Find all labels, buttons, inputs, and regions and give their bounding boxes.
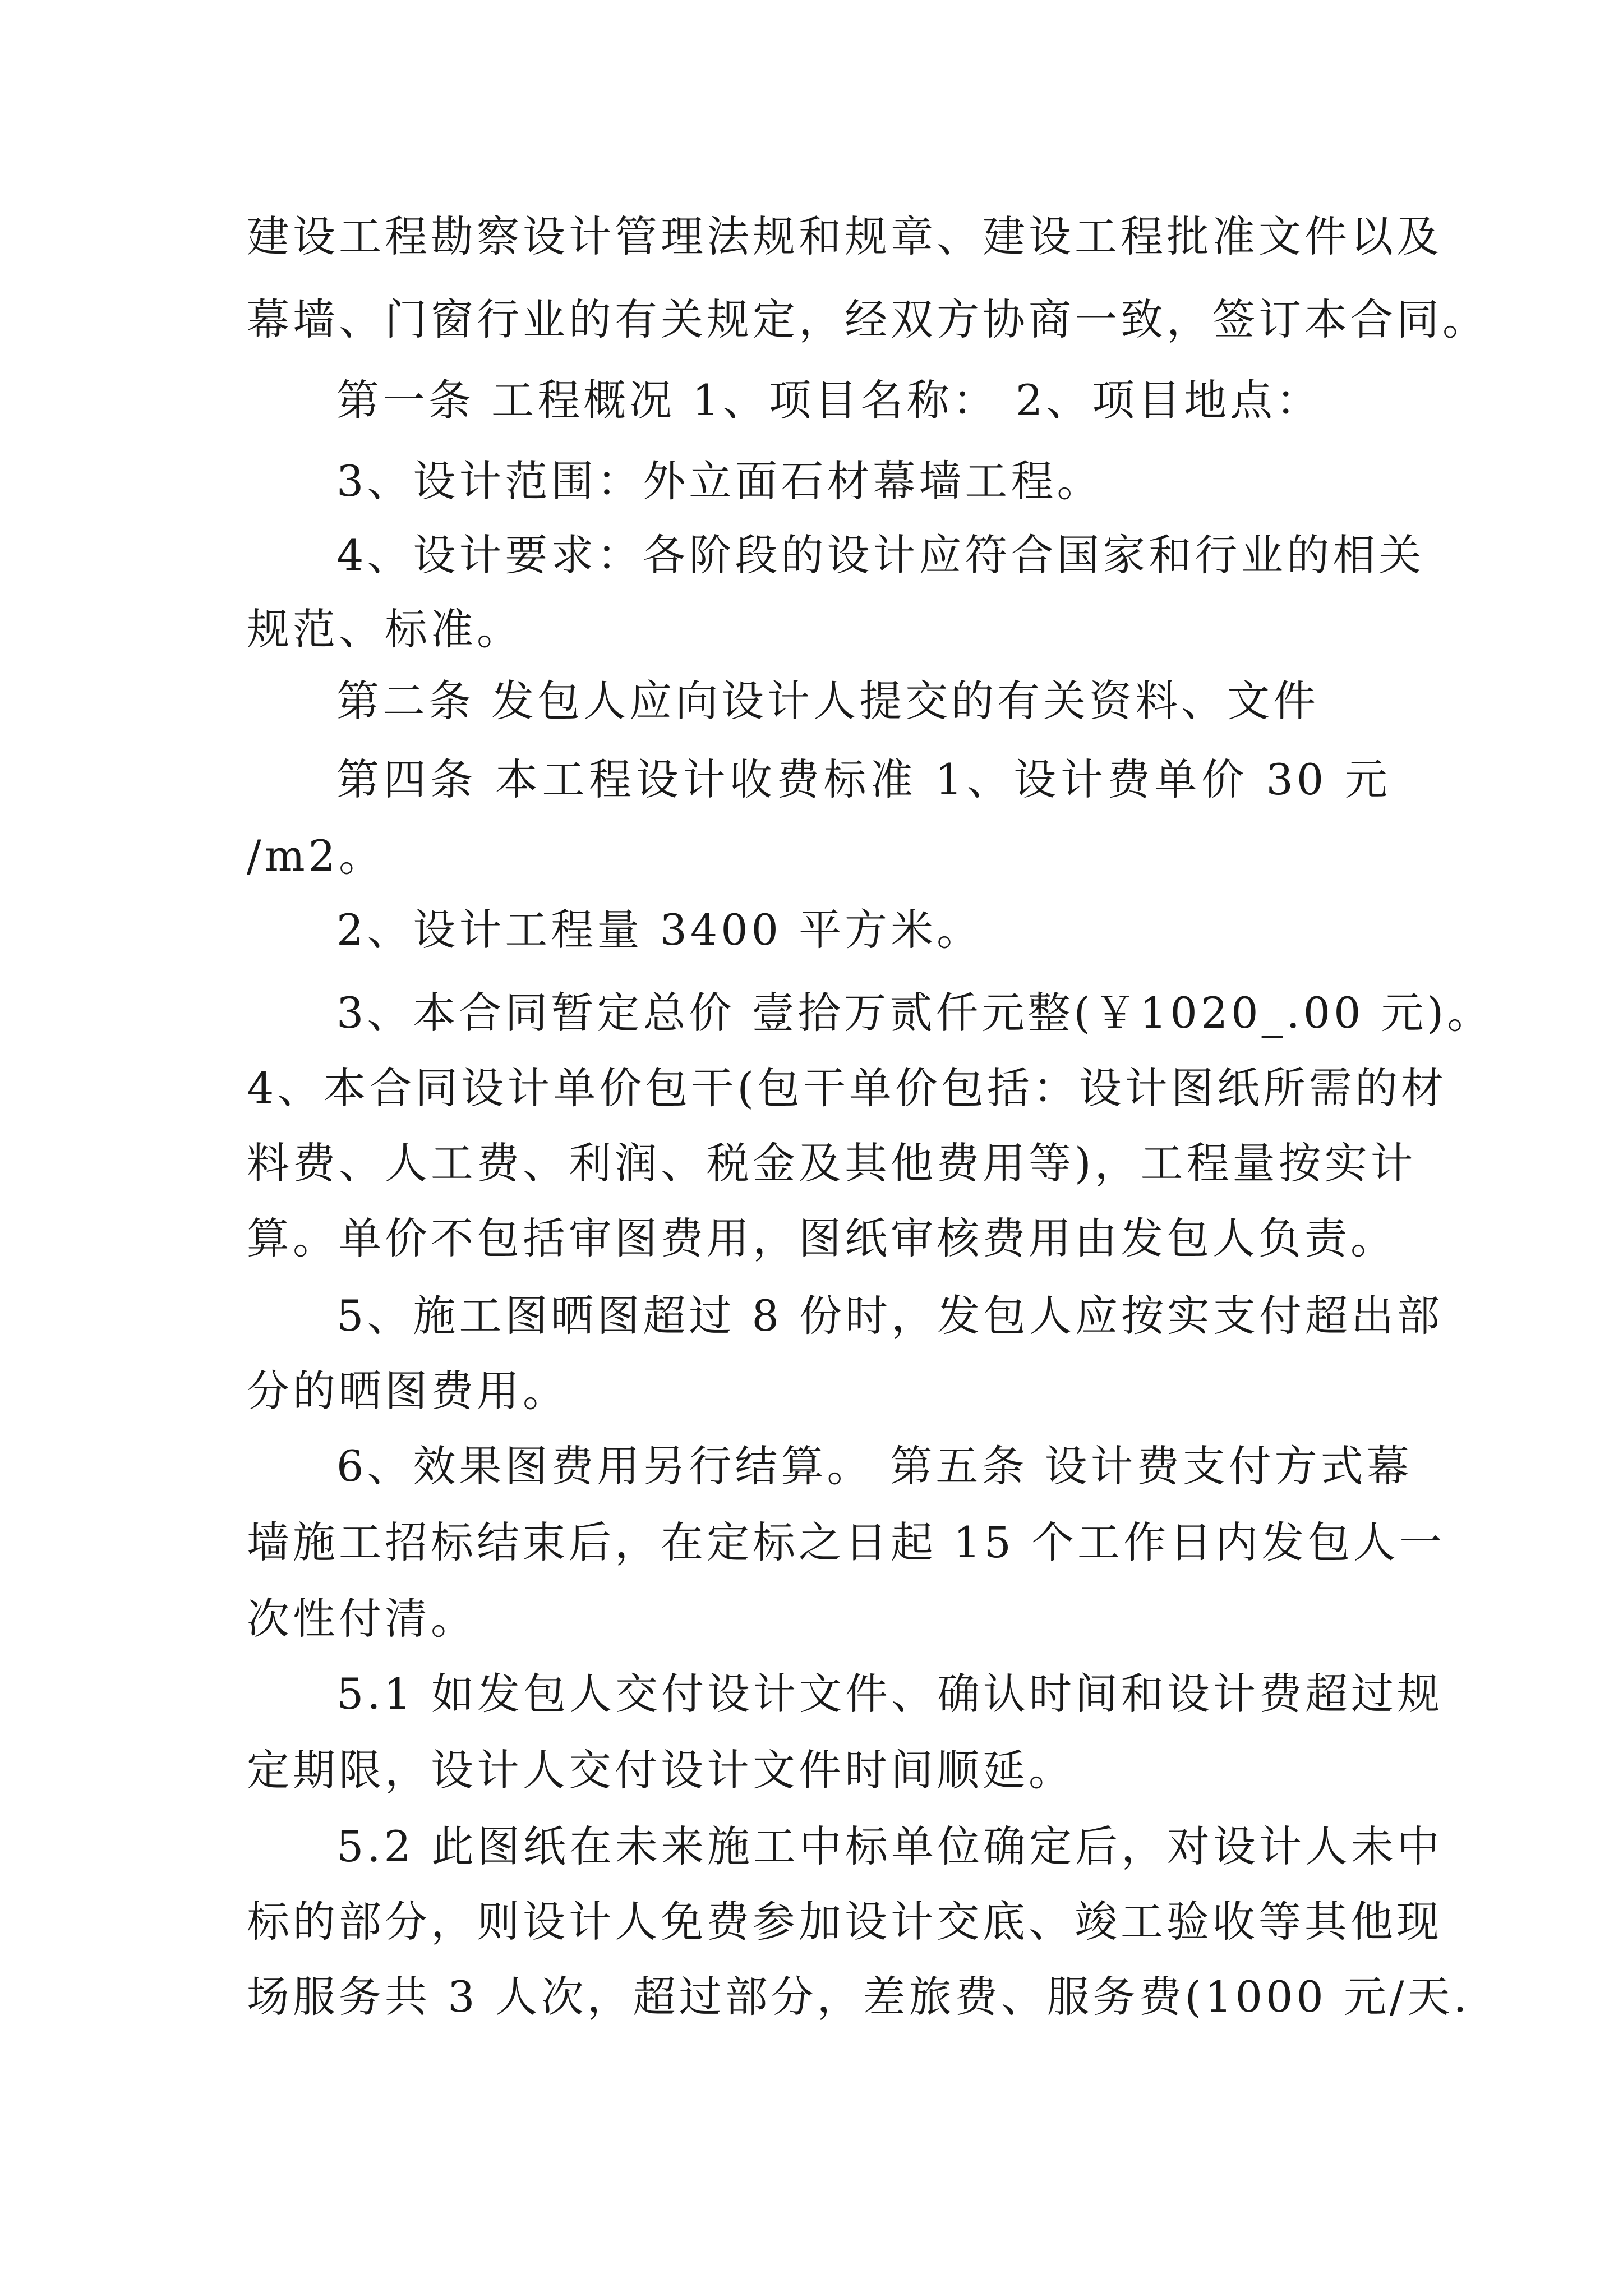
text-line: 场服务共 3 人次，超过部分，差旅费、服务费(1000 元/天. xyxy=(247,1972,1470,2022)
text-line: 3、本合同暂定总价 壹拾万贰仟元整(￥1020_.00 元)。 xyxy=(336,988,1493,1038)
text-line: 第一条 工程概况 1、项目名称： 2、项目地点： xyxy=(336,375,1322,425)
text-line: 第四条 本工程设计收费标准 1、设计费单价 30 元 xyxy=(336,754,1391,804)
text-line: 建设工程勘察设计管理法规和规章、建设工程批准文件以及 xyxy=(247,211,1442,261)
text-line: 4、本合同设计单价包干(包干单价包括：设计图纸所需的材 xyxy=(247,1063,1447,1113)
text-line: 规范、标准。 xyxy=(247,604,523,654)
text-line: 分的晒图费用。 xyxy=(247,1366,569,1416)
text-line: 4、设计要求：各阶段的设计应符合国家和行业的相关 xyxy=(336,530,1425,580)
text-line: 第二条 发包人应向设计人提交的有关资料、文件 xyxy=(336,676,1320,726)
text-line: 5.1 如发包人交付设计文件、确认时间和设计费超过规 xyxy=(336,1669,1444,1719)
text-line: /m2。 xyxy=(247,831,385,881)
text-line: 标的部分，则设计人免费参加设计交底、竣工验收等其他现 xyxy=(247,1897,1442,1947)
text-line: 次性付清。 xyxy=(247,1594,477,1644)
text-line: 定期限，设计人交付设计文件时间顺延。 xyxy=(247,1745,1075,1795)
text-line: 算。单价不包括审图费用，图纸审核费用由发包人负责。 xyxy=(247,1213,1396,1263)
text-line: 3、设计范围：外立面石材幕墙工程。 xyxy=(336,456,1103,506)
text-line: 幕墙、门窗行业的有关规定，经双方协商一致，签订本合同。 xyxy=(247,295,1488,344)
text-line: 5.2 此图纸在未来施工中标单位确定后，对设计人未中 xyxy=(336,1821,1444,1871)
text-line: 2、设计工程量 3400 平方米。 xyxy=(336,905,983,955)
text-line: 6、效果图费用另行结算。 第五条 设计费支付方式幕 xyxy=(336,1441,1413,1491)
text-line: 墙施工招标结束后，在定标之日起 15 个工作日内发包人一 xyxy=(247,1517,1446,1567)
text-line: 5、施工图晒图超过 8 份时，发包人应按实支付超出部 xyxy=(336,1291,1444,1341)
text-line: 料费、人工费、利润、税金及其他费用等)，工程量按实计 xyxy=(247,1138,1417,1188)
